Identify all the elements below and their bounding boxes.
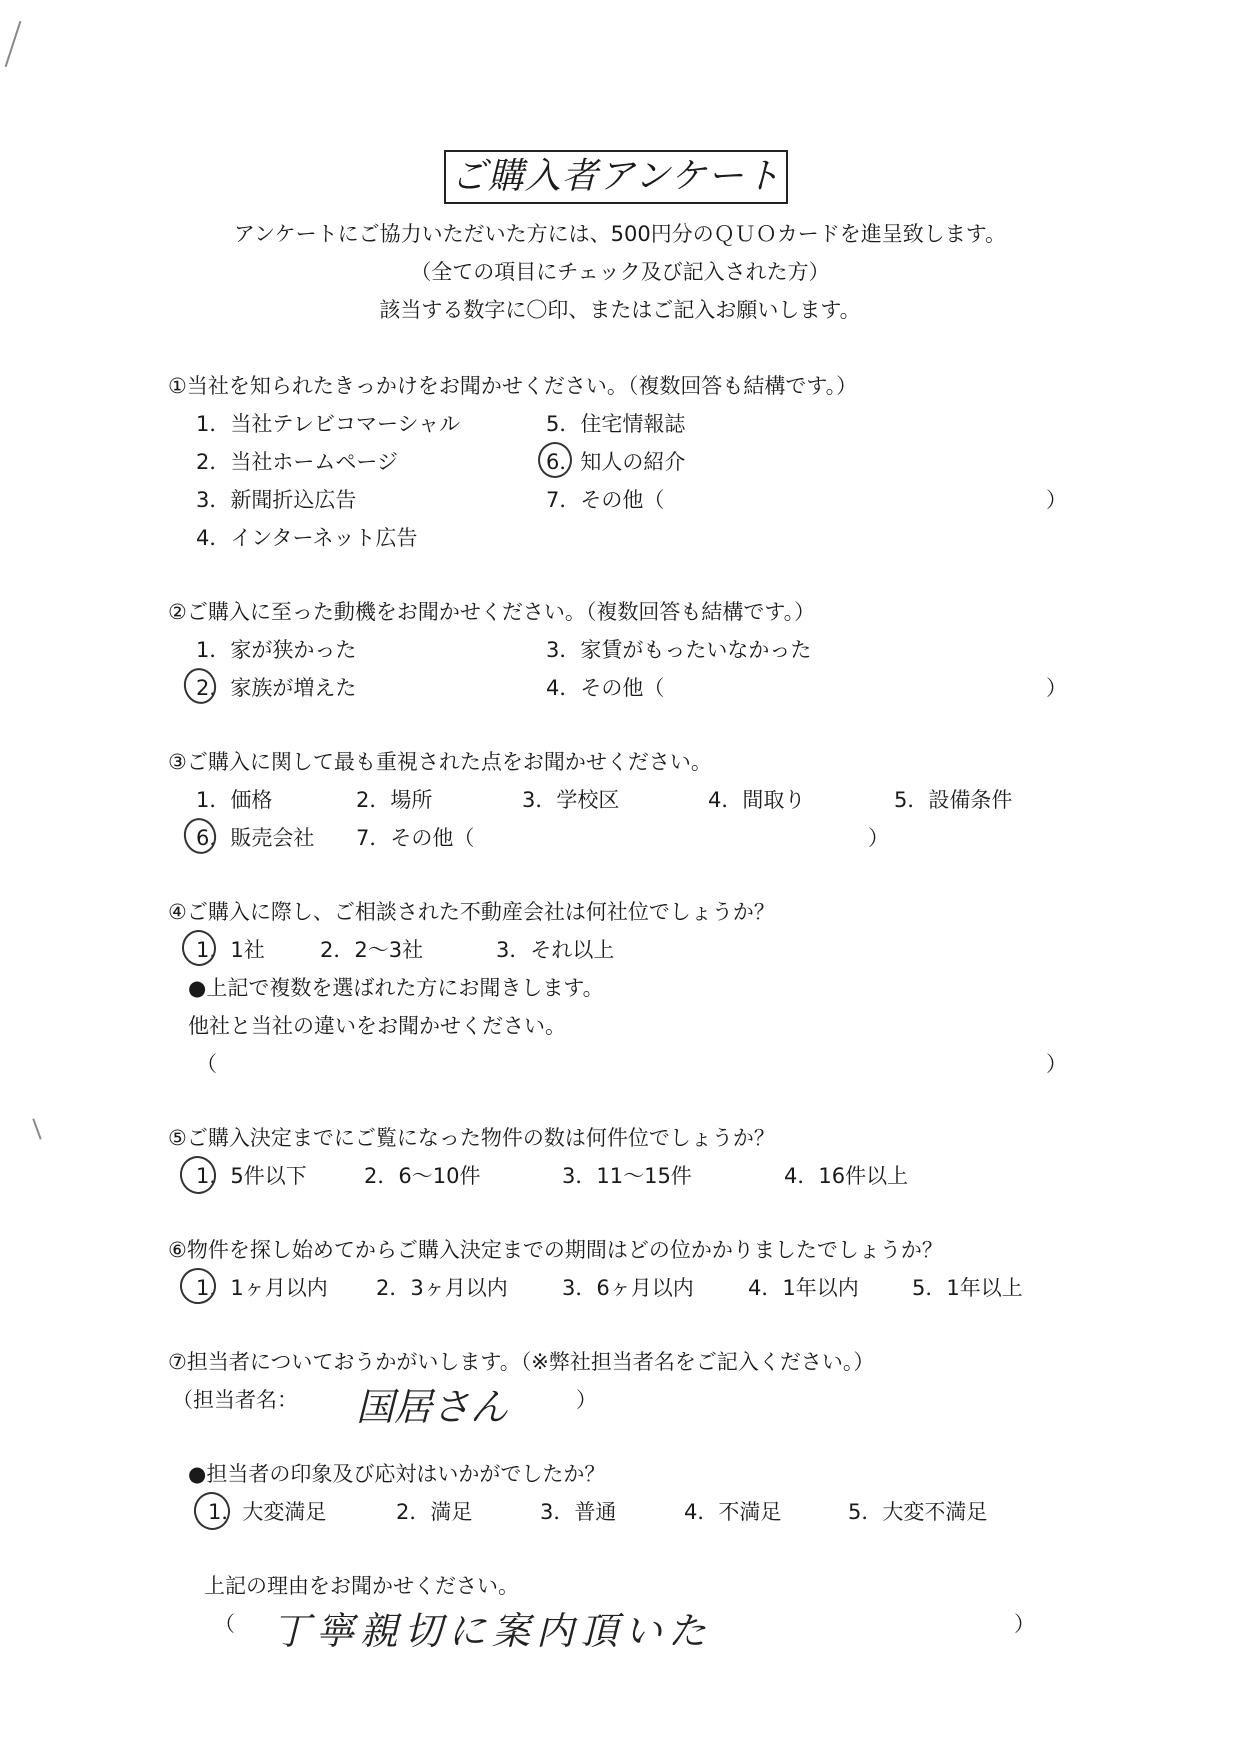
q2-close-paren: ） xyxy=(1046,676,1067,700)
q1-option-2[interactable]: 2．当社ホームページ xyxy=(196,450,398,474)
q6-option-1[interactable]: 1．1ヶ月以内 xyxy=(196,1276,328,1300)
q4-open-paren: （ xyxy=(196,1052,217,1076)
q7-name-close-paren: ） xyxy=(576,1388,597,1412)
q7-impression-option-5[interactable]: 5．大変不満足 xyxy=(848,1500,988,1524)
q1-question: ①当社を知られたきっかけをお聞かせください。（複数回答も結構です。） xyxy=(168,374,858,398)
q7-impression-option-2[interactable]: 2．満足 xyxy=(396,1500,473,1524)
q4-option-1[interactable]: 1．1社 xyxy=(196,938,265,962)
q1-option-4[interactable]: 4．インターネット広告 xyxy=(196,526,418,550)
q5-option-2[interactable]: 2．6〜10件 xyxy=(364,1164,481,1188)
intro-line-3: 該当する数字に〇印、またはご記入お願いします。 xyxy=(379,298,861,322)
q6-option-4[interactable]: 4．1年以内 xyxy=(748,1276,859,1300)
q2-option-4[interactable]: 4．その他（ xyxy=(546,676,665,700)
q3-option-6[interactable]: 6．販売会社 xyxy=(196,826,315,850)
q1-option-1[interactable]: 1．当社テレビコマーシャル xyxy=(196,412,461,436)
q7-name-value[interactable]: 国居さん xyxy=(356,1385,509,1429)
q2-option-3[interactable]: 3．家賃がもったいなかった xyxy=(546,638,812,662)
q4-option-2[interactable]: 2．2〜3社 xyxy=(320,938,424,962)
q3-option-3[interactable]: 3．学校区 xyxy=(522,788,620,812)
q3-option-4[interactable]: 4．間取り xyxy=(708,788,806,812)
q5-selection-circle xyxy=(176,1152,221,1198)
q6-question: ⑥物件を探し始めてからご購入決定までの期間はどの位かかりましたでしょうか？ xyxy=(168,1238,943,1262)
q2-option-2[interactable]: 2．家族が増えた xyxy=(196,676,357,700)
q1-option-3[interactable]: 3．新聞折込広告 xyxy=(196,488,357,512)
q7-name-label: （担当者名： xyxy=(172,1388,298,1412)
q7-reason-close-paren: ） xyxy=(1014,1612,1035,1636)
intro-line-2: （全ての項目にチェック及び記入された方） xyxy=(410,260,830,284)
q3-option-2[interactable]: 2．場所 xyxy=(356,788,433,812)
q1-selection-circle xyxy=(538,442,572,478)
q5-option-4[interactable]: 4．16件以上 xyxy=(784,1164,909,1188)
q1-option-6[interactable]: 6．知人の紹介 xyxy=(546,450,686,474)
q2-question: ②ご購入に至った動機をお聞かせください。（複数回答も結構です。） xyxy=(168,600,816,624)
q1-option-7[interactable]: 7．その他（ xyxy=(546,488,665,512)
q7-reason-question: 上記の理由をお聞かせください。 xyxy=(204,1574,519,1598)
q7-reason-open-paren: （ xyxy=(214,1612,235,1636)
q6-option-5[interactable]: 5．1年以上 xyxy=(912,1276,1023,1300)
page-title: ご購入者アンケート xyxy=(444,150,788,204)
scan-mark xyxy=(5,21,22,67)
q6-option-2[interactable]: 2．3ヶ月以内 xyxy=(376,1276,508,1300)
q7-reason-value[interactable]: 丁寧親切に案内頂いた xyxy=(272,1609,713,1653)
q1-option-5[interactable]: 5．住宅情報誌 xyxy=(546,412,686,436)
q2-option-1[interactable]: 1．家が狭かった xyxy=(196,638,357,662)
q7-question: ⑦担当者についておうかがいします。（※弊社担当者名をご記入ください。） xyxy=(168,1350,875,1374)
q6-option-3[interactable]: 3．6ヶ月以内 xyxy=(562,1276,694,1300)
q4-close-paren: ） xyxy=(1046,1052,1067,1076)
q4-answer-field[interactable] xyxy=(222,1048,1032,1076)
q5-option-3[interactable]: 3．11〜15件 xyxy=(562,1164,692,1188)
q4-option-3[interactable]: 3．それ以上 xyxy=(496,938,615,962)
intro-line-1: アンケートにご協力いただいた方には、500円分のＱＵＯカードを進呈致します。 xyxy=(233,222,1007,246)
q4-question: ④ご購入に際し、ご相談された不動産会社は何社位でしょうか？ xyxy=(168,900,775,924)
q4-followup-2: 他社と当社の違いをお聞かせください。 xyxy=(188,1014,566,1038)
q3-option-1[interactable]: 1．価格 xyxy=(196,788,273,812)
q7-impression-option-1[interactable]: 1．大変満足 xyxy=(208,1500,327,1524)
q4-followup: ●上記で複数を選ばれた方にお聞きします。 xyxy=(188,976,604,1000)
q3-question: ③ご購入に関して最も重視された点をお聞かせください。 xyxy=(168,750,712,774)
q7-impression-option-4[interactable]: 4．不満足 xyxy=(684,1500,782,1524)
q3-option-5[interactable]: 5．設備条件 xyxy=(894,788,1013,812)
q1-close-paren: ） xyxy=(1046,488,1067,512)
q7-impression-option-3[interactable]: 3．普通 xyxy=(540,1500,617,1524)
q3-close-paren: ） xyxy=(868,826,889,850)
q3-option-7[interactable]: 7．その他（ xyxy=(356,826,475,850)
scan-mark xyxy=(32,1118,41,1139)
q7-impression-question: ●担当者の印象及び応対はいかがでしたか？ xyxy=(188,1462,606,1486)
q5-option-1[interactable]: 1．5件以下 xyxy=(196,1164,307,1188)
q5-question: ⑤ご購入決定までにご覧になった物件の数は何件位でしょうか？ xyxy=(168,1126,775,1150)
